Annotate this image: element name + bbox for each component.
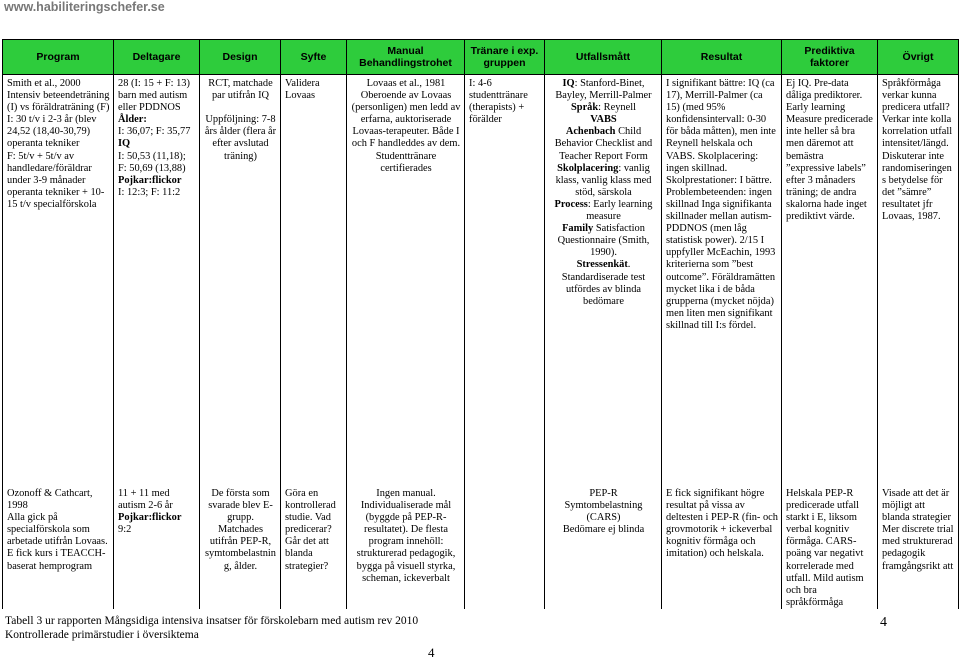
cell-label: Skolplacering [557, 162, 619, 174]
cell-text: E fick signifikant högre resultat på vissa av deltesten i PEP-R (fin- och grovmotorik + ickeverbal kognitiv förmåga och imitation) och helskala. [666, 488, 778, 560]
cell-deltagare [114, 485, 200, 609]
header-program: Program [3, 40, 114, 75]
cell-design [200, 75, 281, 486]
header-tranare: Tränare i exp. gruppen [465, 40, 545, 75]
header-syfte: Syfte [281, 40, 347, 75]
cell-text: : Reynell [598, 102, 636, 114]
cell-text: Smith et al., 2000 [7, 78, 81, 89]
cell-text: 28 (I: 15 + F: 13) barn med autism eller PDDNOS [118, 78, 190, 114]
cell-label: Stressenkät [576, 259, 628, 271]
cell-text: Lovaas et al., 1981 Oberoende av Lovaas (personligen) men ledd av erfarna, auktoriserade Lovaas-terapeuter. Både I och F handleddes av dem. Studenttränare certifierades [351, 78, 461, 174]
cell-text: Child Behavior Checklist and Teacher Report Form [554, 126, 653, 162]
table-row [3, 75, 959, 486]
cell-manual [347, 75, 465, 486]
cell-label: IQ [562, 78, 575, 89]
studies-table [2, 39, 959, 609]
cell-label: VABS [590, 114, 617, 126]
cell-text: : Early learning measure [586, 198, 653, 223]
cell-text: De första som svarade blev E-grupp. Matchades utifrån PEP-R, symtombelastning, ålder. [205, 488, 276, 572]
cell-utfall [545, 485, 662, 609]
cell-label: Achenbach [565, 126, 616, 138]
cell-text: 9:2 [118, 524, 132, 536]
cell-text: I signifikant bättre: IQ (ca 17), Merrill-Palmer (ca 15) (med 95% konfidensintervall: 0-30 för båda måtten), men inte Reynell helskala och VABS. Skolplacering: ingen skillnad. Skolprestationer: I bättre. Problembeteenden: ingen skillnad Inga signifikanta skillnader mellan autism-PDDNOS (men låg statistisk power). 2/15 I uppfyller McEachin, 1993 kriterierna som ”best outcome”. Föräldramätten mycket lika i de båda grupperna (mycket nöjda) men liten men signifikant skillnad till I:s fördel. [666, 78, 776, 331]
footer-caption: Tabell 3 ur rapporten Mångsidiga intensiva insatser för förskolebarn med autism rev 2010 [5, 615, 419, 627]
cell-text: Intensiv beteendeträning (I) vs föräldraträning (F) [7, 90, 110, 114]
footer-subcaption: Kontrollerade primärstudier i översiktema [5, 629, 199, 641]
header-design: Design [200, 40, 281, 75]
cell-resultat [662, 485, 782, 609]
cell-text: I: 12:3; F: 11:2 [118, 186, 181, 198]
cell-text: Ingen manual. Individualiserade mål (byggde på PEP-R-resultatet). De flesta program innehöll: strukturerad pedagogik, bygga på visuell styrka, scheman, ickeverbalt [356, 488, 456, 584]
cell-text [204, 102, 277, 114]
cell-utfall [545, 75, 662, 486]
page-number-right: 4 [880, 615, 887, 630]
cell-resultat [662, 75, 782, 486]
cell-text: : vanlig klass, vanlig klass med stöd, särskola [555, 162, 652, 198]
cell-program [3, 485, 114, 609]
cell-text: PEP-R [589, 488, 618, 499]
footer [5, 614, 418, 642]
cell-text: I: 4-6 studenttränare (therapists) + förälder [469, 78, 528, 126]
cell-syfte [281, 75, 347, 486]
cell-label: IQ [118, 138, 131, 150]
cell-label: Family [562, 223, 594, 235]
cell-prediktiva [782, 485, 878, 609]
cell-text: Visade att det är möjligt att blanda strategier Mer discrete trial med strukturerad pedagogik framgångsrikt att [882, 488, 954, 572]
cell-ovrigt [878, 75, 959, 486]
cell-text: Ej IQ. Pre-data dåliga prediktorer. Early learning Measure predicerade inte heller så bra men däremot att bemästra ”expressive labels” efter 3 månaders träning; de andra skalorna hade inget prediktivt värde. [786, 78, 873, 223]
cell-text: F: 5t/v + 5t/v av handledare/föräldrar under 3-9 månader operanta tekniker + 10-15 t/v specialförskola [7, 150, 105, 210]
cell-label: Pojkar:flickor [118, 512, 182, 524]
cell-design [200, 485, 281, 609]
cell-label: Pojkar:flickor [118, 174, 182, 186]
cell-deltagare [114, 75, 200, 486]
header-ovrigt: Övrigt [878, 40, 959, 75]
cell-text: I: 30 t/v i 2-3 år (blev 24,52 (18,40-30,79) operanta tekniker [7, 114, 97, 150]
cell-tranare [465, 485, 545, 609]
header-deltagare: Deltagare [114, 40, 200, 75]
cell-text: . [627, 259, 631, 271]
cell-text: Standardiserade test utfördes av blinda bedömare [561, 271, 646, 307]
header-utfallsmatt: Utfallsmått [545, 40, 662, 75]
cell-text: Symtombelastning (CARS) [564, 500, 643, 524]
cell-text: RCT, matchade par utifrån IQ [208, 78, 273, 102]
cell-text: Uppföljning: 7-8 års ålder (flera år efter avslutad träning) [204, 114, 277, 162]
cell-text: : Stanford-Binet, Bayley, Merrill-Palmer [555, 78, 652, 102]
table-row [3, 485, 959, 609]
cell-text: Språkförmåga verkar kunna predicera utfall? Verkar inte kolla korrelation utfall intensitet/längd. Diskuterar inte randomiseringens betydelse för det ”sämre” resultatet jfr Lovaas, 1987. [882, 78, 953, 223]
cell-text: Göra en kontrollerad studie. Vad predicerar? Går det att blanda strategier? [285, 488, 336, 572]
cell-text: 11 + 11 med autism 2-6 år [118, 488, 173, 512]
cell-tranare [465, 75, 545, 486]
cell-program [3, 75, 114, 486]
page-number-center: 4 [428, 645, 435, 660]
cell-text [469, 488, 541, 500]
cell-prediktiva [782, 75, 878, 486]
cell-text: I: 50,53 (11,18); F: 50,69 (13,88) [118, 150, 186, 174]
cell-text: I: 36,07; F: 35,77 [118, 126, 191, 138]
header-manual: Manual Behandlingstrohet [347, 40, 465, 75]
table-header-row [3, 40, 959, 75]
cell-label: Process [554, 198, 588, 210]
header-prediktiva: Prediktiva faktorer [782, 40, 878, 75]
cell-text: Bedömare ej blinda [562, 524, 645, 536]
cell-syfte [281, 485, 347, 609]
cell-label: Språk [571, 102, 599, 114]
cell-text: Validera Lovaas [285, 78, 320, 102]
cell-manual [347, 485, 465, 609]
cell-text: Helskala PEP-R predicerade utfall starkt i E, liksom verbal kognitiv förmåga. CARS-poäng var negativt korrelerade med utfall. Mild autism och bra språkförmåga [786, 488, 864, 608]
cell-text: E fick kurs i TEACCH-baserat hemprogram [7, 548, 106, 572]
cell-text: Ozonoff & Cathcart, 1998 [7, 488, 93, 512]
header-resultat: Resultat [662, 40, 782, 75]
site-url[interactable]: www.habiliteringschefer.se [4, 0, 165, 14]
cell-ovrigt [878, 485, 959, 609]
cell-text: Satisfaction Questionnaire (Smith, 1990). [557, 223, 650, 259]
cell-label: Ålder: [118, 114, 147, 126]
cell-text: Alla gick på specialförskola som arbetade utifrån Lovaas. [7, 512, 108, 548]
